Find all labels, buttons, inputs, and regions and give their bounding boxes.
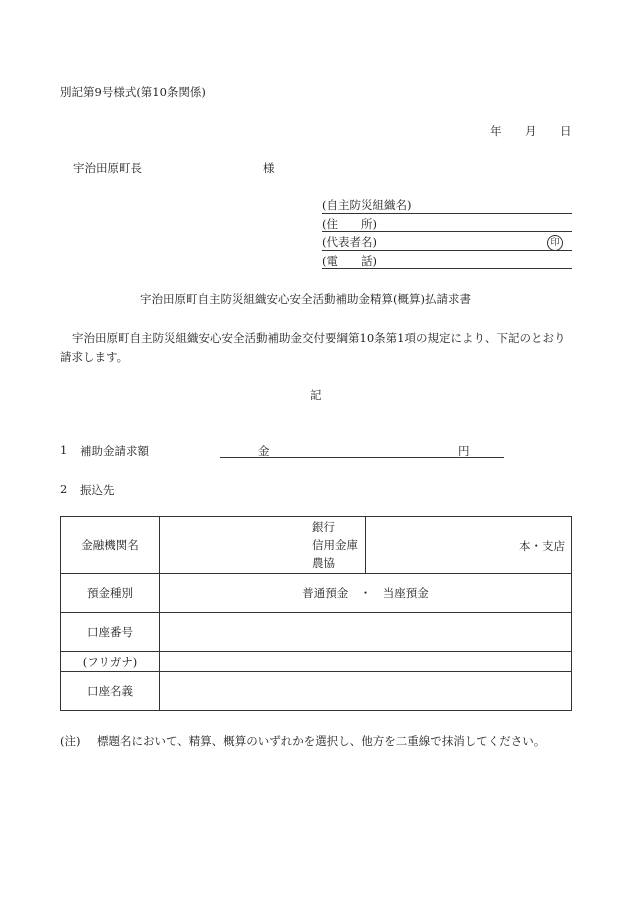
institution-divider	[365, 517, 366, 573]
furigana-field	[160, 652, 572, 672]
account-name-field	[160, 672, 572, 711]
applicant-org-line	[322, 213, 572, 214]
item1-number: 1	[60, 443, 68, 457]
applicant-address-label: (住 所)	[322, 217, 377, 231]
date-day: 日	[560, 124, 572, 138]
deposit-type-options: 普通預金 ・ 当座預金	[160, 574, 572, 613]
seal-mark: 印	[547, 235, 563, 251]
addressee-name: 宇治田原町長	[73, 161, 142, 175]
branch-label: 本・支店	[519, 539, 565, 553]
institution-types	[312, 518, 364, 572]
note-prefix: (注)	[60, 734, 81, 748]
applicant-org-label: (自主防災組織名)	[322, 198, 412, 212]
applicant-rep-line	[322, 250, 572, 251]
institution-type-nokyo: 農協	[312, 556, 335, 570]
bank-row-account-name	[61, 672, 572, 711]
furigana-label: (フリガナ)	[61, 652, 160, 672]
applicant-address-line	[322, 231, 572, 232]
account-name-label: 口座名義	[61, 672, 160, 711]
institution-type-bank: 銀行	[312, 520, 335, 534]
amount-kin: 金	[258, 444, 270, 458]
addressee-honorific: 様	[263, 161, 275, 175]
institution-type-shinkin: 信用金庫	[312, 538, 358, 552]
amount-underline	[220, 457, 504, 458]
body-text-line2: 請求します。	[60, 350, 129, 364]
ki-heading: 記	[310, 388, 322, 402]
date-month: 月	[525, 124, 537, 138]
deposit-type-label: 預金種別	[61, 574, 160, 613]
applicant-rep-label: (代表者名)	[322, 235, 377, 249]
institution-label: 金融機関名	[61, 517, 160, 574]
form-number: 別記第9号様式(第10条関係)	[60, 85, 206, 99]
amount-en: 円	[458, 444, 470, 458]
bank-row-furigana	[61, 652, 572, 672]
document-title: 宇治田原町自主防災組織安心安全活動補助金精算(概算)払請求書	[140, 292, 471, 306]
account-number-field	[160, 613, 572, 652]
institution-cell	[160, 517, 572, 574]
note-text: 標題名において、精算、概算のいずれかを選択し、他方を二重線で抹消してください。	[97, 734, 546, 748]
item2-label: 振込先	[80, 483, 115, 497]
bank-row-account-number	[61, 613, 572, 652]
body-text-line1: 宇治田原町自主防災組織安心安全活動補助金交付要綱第10条第1項の規定により、下記のとおり	[72, 331, 566, 345]
bank-row-deposit-type	[61, 574, 572, 613]
item1-label: 補助金請求額	[80, 444, 149, 458]
applicant-phone-label: (電 話)	[322, 254, 377, 268]
item2-number: 2	[60, 482, 68, 496]
bank-row-institution	[61, 517, 572, 574]
account-number-label: 口座番号	[61, 613, 160, 652]
date-year: 年	[490, 124, 502, 138]
applicant-phone-line	[322, 268, 572, 269]
bank-table	[60, 516, 572, 711]
